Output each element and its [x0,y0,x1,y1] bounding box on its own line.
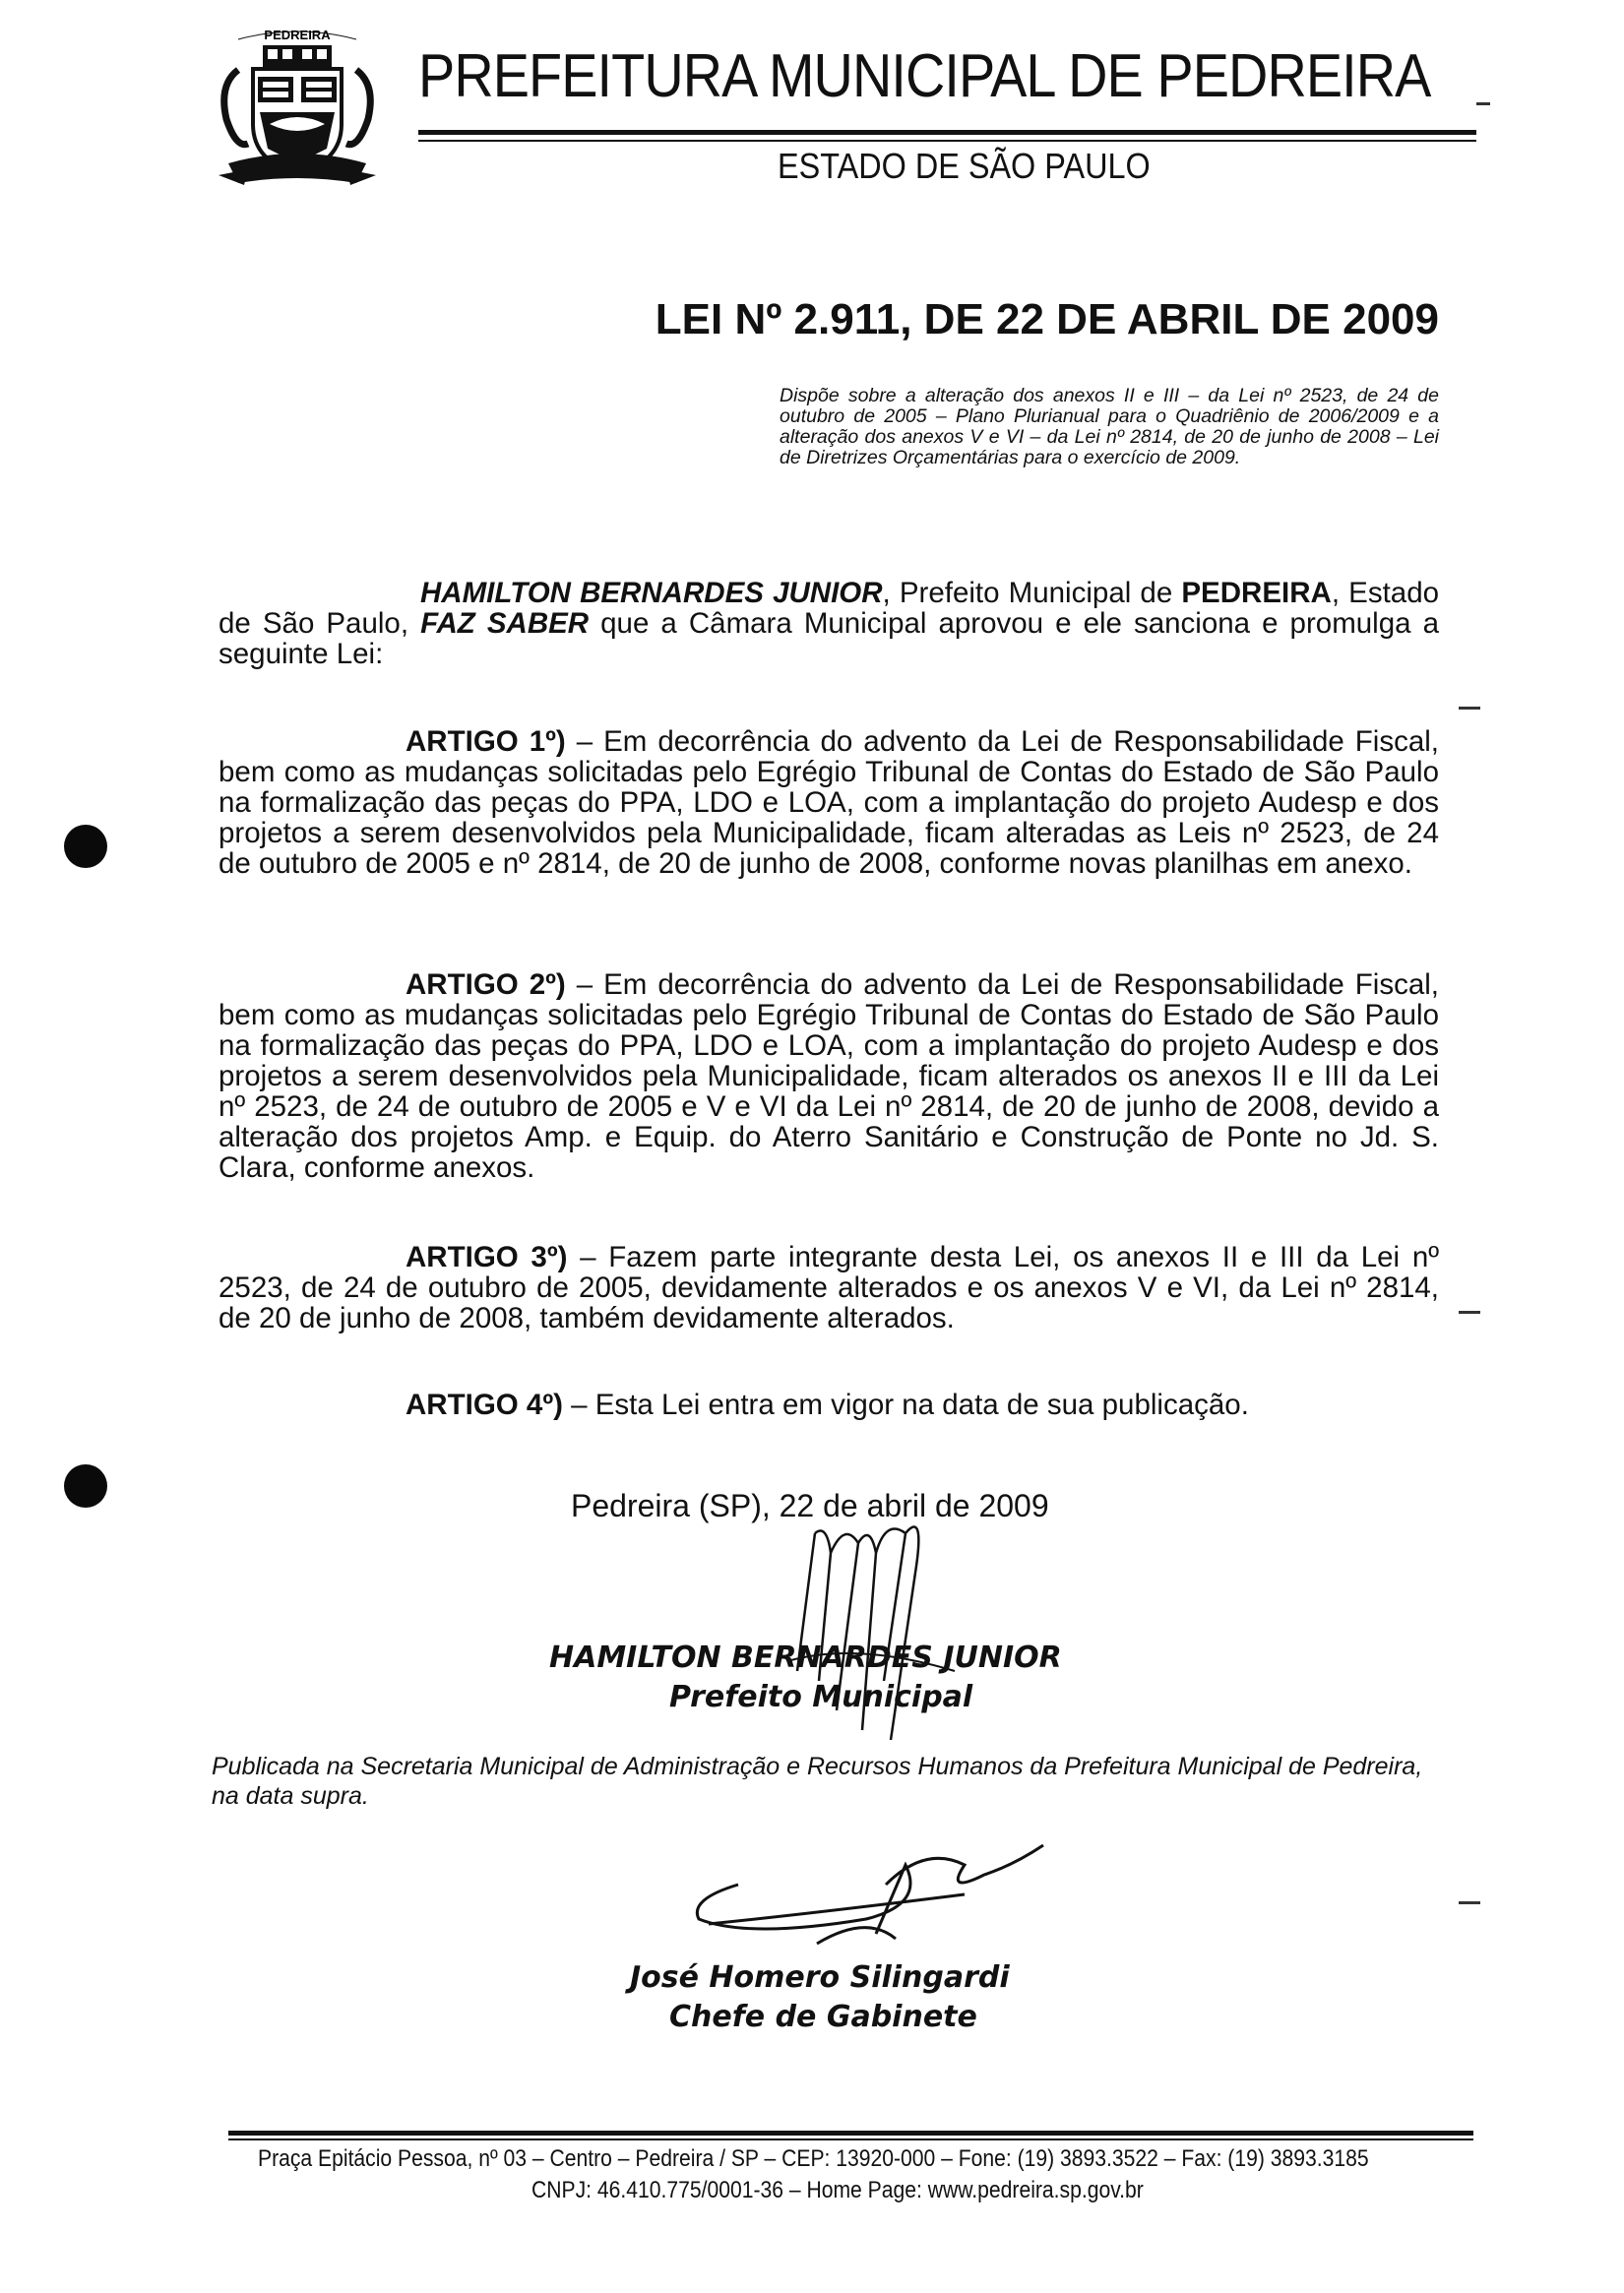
article-text: – Em decorrência do advento da Lei de Responsabilidade Fiscal, bem como as mudanças solicitadas pelo Egrégio Tribunal de Contas do Estado de São Paulo na formalização das peças do PPA, LDO e LOA, com a implantação do projeto Audesp e dos projetos a serem desenvolvidos pela Municipalidade, ficam alterados os anexos II e III da Lei nº 2523, de 24 de outubro de 2005 e V e VI da Lei nº 2814, de 20 de junho de 2008, devido a alteração dos projetos Amp. e Equip. do Aterro Sanitário e Construção de Ponte no Jd. S. Clara, conforme anexos. [219,968,1439,1184]
mayor-name-inline: HAMILTON BERNARDES JUNIOR [420,577,883,609]
chief-signature [669,1826,1083,1963]
footer-address: Praça Epitácio Pessoa, nº 03 – Centro – Pedreira / SP – CEP: 13920-000 – Fone: (19) 3893.3522 – Fax: (19) 3893.3185 [258,2145,1369,2172]
chief-signature-name: José Homero Silingardi [630,1960,1010,1995]
article-label: ARTIGO 1º) [406,725,566,758]
intro-paragraph [219,578,1439,669]
intro-text-2: , Estado de São Paulo, [219,577,1440,640]
org-subtitle: ESTADO DE SÃO PAULO [778,146,1151,186]
scan-mark [1476,102,1490,105]
mayor-signature-role: Prefeito Municipal [669,1680,973,1714]
org-title: PREFEITURA MUNICIPAL DE PEDREIRA [418,42,1431,110]
mayor-signature-name: HAMILTON BERNARDES JUNIOR [549,1641,1062,1675]
chief-signature-role: Chefe de Gabinete [669,2000,977,2034]
scan-mark [1459,1901,1480,1904]
punch-hole [64,825,107,868]
footer-cnpj: CNPJ: 46.410.775/0001-36 – Home Page: www.pedreira.sp.gov.br [531,2177,1144,2203]
law-title: LEI Nº 2.911, DE 22 DE ABRIL DE 2009 [655,295,1439,343]
law-summary: Dispõe sobre a alteração dos anexos II e III – da Lei nº 2523, de 24 de outubro de 2005 – Plano Plurianual para o Quadriênio de 2006/2009 e a alteração dos anexos V e VI – da Lei nº 2814, de 20 de junho de 2008 – Lei de Diretrizes Orçamentárias para o exercício de 2009. [780,385,1439,468]
scan-mark [1459,1311,1480,1314]
crest-label: PEDREIRA [264,28,331,42]
article-3 [219,1242,1439,1333]
city-name: PEDREIRA [1181,577,1332,609]
article-1 [219,726,1439,879]
article-label: ARTIGO 4º) [406,1389,563,1421]
publication-note: Publicada na Secretaria Municipal de Administração e Recursos Humanos da Prefeitura Municipal de Pedreira, na data supra. [212,1753,1423,1810]
footer-rule-thin [228,2138,1473,2140]
intro-text-1: , Prefeito Municipal de [882,577,1182,609]
faz-saber: FAZ SABER [420,607,590,640]
place-date: Pedreira (SP), 22 de abril de 2009 [571,1488,1049,1523]
municipal-crest-logo [209,26,386,198]
punch-hole [64,1464,107,1508]
article-text: – Esta Lei entra em vigor na data de sua publicação. [562,1389,1249,1421]
article-label: ARTIGO 2º) [406,968,566,1001]
article-text: – Em decorrência do advento da Lei de Responsabilidade Fiscal, bem como as mudanças solicitadas pelo Egrégio Tribunal de Contas do Estado de São Paulo na formalização das peças do PPA, LDO e LOA, com a implantação do projeto Audesp e dos projetos a serem desenvolvidos pela Municipalidade, ficam alteradas as Leis nº 2523, de 24 de outubro de 2005 e nº 2814, de 20 de junho de 2008, conforme novas planilhas em anexo. [219,725,1439,880]
article-4 [219,1390,1439,1420]
article-label: ARTIGO 3º) [406,1241,568,1273]
article-2 [219,969,1439,1183]
footer-rule [228,2131,1473,2136]
header-rule-thin [418,140,1476,142]
intro-text-3: que a Câmara Municipal aprovou e ele sanciona e promulga a seguinte Lei: [219,607,1439,670]
article-text: – Fazem parte integrante desta Lei, os anexos II e III da Lei nº 2523, de 24 de outubro de 2005, devidamente alterados e os anexos V e VI, da Lei nº 2814, de 20 de junho de 2008, também devidamente alterados. [219,1241,1439,1334]
scan-mark [1459,707,1480,710]
mayor-signature [768,1514,974,1750]
header-rule [418,130,1476,135]
